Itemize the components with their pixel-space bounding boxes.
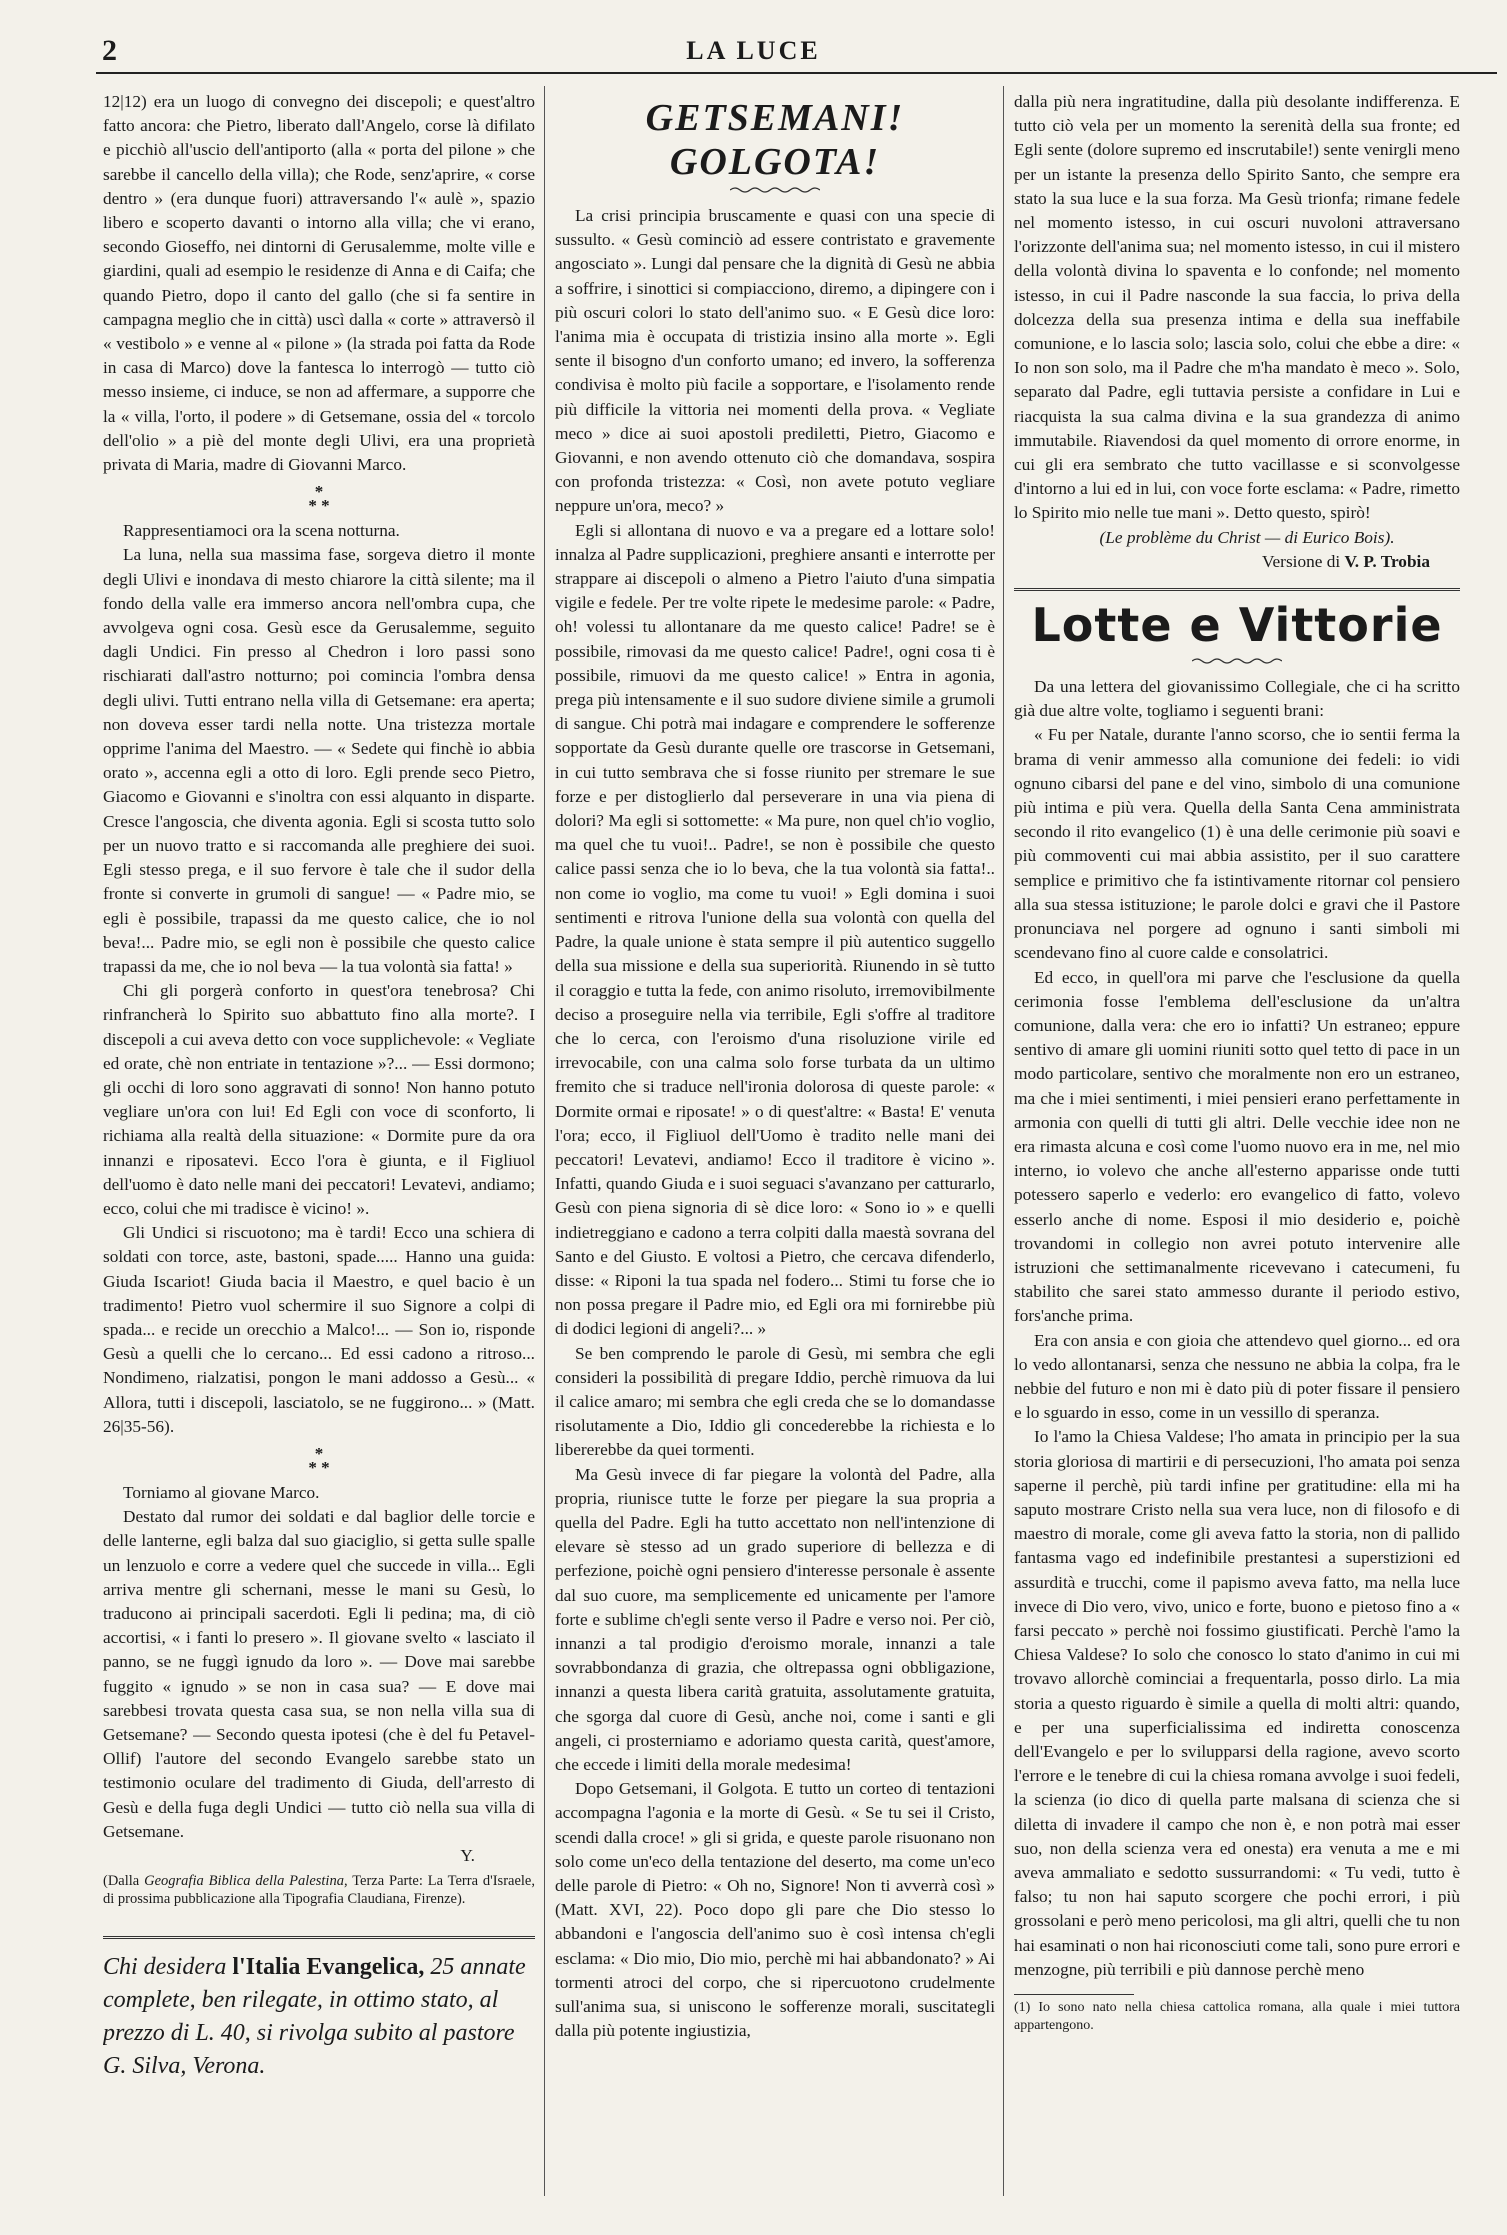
- article-paragraph: Ma Gesù invece di far piegare la volontà del Padre, alla propria, riunisce tutte le forze per piegare la sua propria a quella del Padre. Egli ha tutto accettato non nell'intenzione di elevare sè stesso ad un grado superiore di bellezza e di perfezione, poichè ogni pensiero d'interesse personale è assente dal suo cuore, ma semplicemente ed unicamente per l'amore forte e sublime ch'egli sente verso il Padre e verso noi. Per ciò, innanzi a tal prodigio d'eroismo morale, innanzi a tale sovrabbondanza di grazia, che oltrepassa ogni obbligazione, innanzi a questa libera carità gratuita, assolutamente gratuita, che sgorga dal cuore di Gesù, anche noi, come i santi e gli angeli, ci prosterniamo e adoriamo questa carità, quest'amore, che eccede i limiti della morale medesima!: [555, 1464, 995, 1774]
- page-number: 2: [102, 34, 117, 67]
- section-asterism: * * *: [308, 1443, 330, 1477]
- credit-text: (Le problème du Christ — di Eurico Bois).: [1099, 527, 1395, 547]
- article-paragraph: Da una lettera del giovanissimo Collegiale, che ci ha scritto già due altre volte, togliamo i seguenti brani:: [1014, 677, 1460, 721]
- source-credit: [103, 1872, 535, 1908]
- article-paragraph: « Fu per Natale, durante l'anno scorso, che io sentii ferma la brama di venir ammesso alla comunione dei fedeli: io vidi ognuno cibarsi del pane e del vino, simbolo di una comunione più intima e più vera. Quella della Santa Cena amministrata secondo il rito evangelico (1) è una delle cerimonie più soavi e più commoventi cui mai abbia assistito, per il suo carattere semplice e primitivo che fa istintivamente ritornar col pensiero alla sua stessa istituzione; le parole dolci e gravi che il Pastore pronunciava nel porgere ad ognuno i santi simboli mi scendevano fino al cuore calde e consolatrici.: [1014, 725, 1460, 963]
- credit-text: (Dalla: [103, 1873, 145, 1890]
- article-paragraph: Gli Undici si riscuotono; ma è tardi! Ecco una schiera di soldati con torce, aste, bastoni, spade..... Hanno una guida: Giuda Iscariot! Giuda bacia il Maestro, e quel bacio è un tradimento! Pietro vuol schermire il suo Signore a colpi di spada... e recide un orecchio a Malco!... — Son io, risponde Gesù a quelli che lo cercano... Ed essi cadono a ritroso... Nondimeno, rialzatisi, pongon le mani addosso a Gesù... « Allora, tutti i discepoli, lasciatolo, se ne fuggirono... » (Matt. 26|35-56).: [103, 1223, 535, 1436]
- credit-text: Versione di: [1261, 551, 1345, 571]
- article-paragraph: Torniamo al giovane Marco.: [123, 1482, 320, 1502]
- article-paragraph: Io l'amo la Chiesa Valdese; l'ho amata in principio per la sua storia gloriosa di martirii e di persecuzioni, l'ho amata poi senza saperne il perchè, più tardi infine per gratitudine: ella mi ha saputo mostrare Cristo nella sua vera luce, non di filosofo e di maestro di morale, come gli aveva fatto la storia, non di pallido fantasma vago ed indefinibile prestantesi a superstizioni ed assurdità e trucchi, come il papismo aveva fatto, ma nella luce invece di Dio vero, vivo, unico e forte, buono e pietoso fino a « farsi peccato » perchè noi fossimo giustificati. Perchè l'amo la Chiesa Valdese? Io solo che conosco lo stato d'animo in cui mi trovavo allorchè cominciai a frequentarla, posso dirlo. La mia storia a questo riguardo è simile a quella di molti altri: quando, e per una superficialissima ed indiretta conoscenza dell'Evangelo e per lo svilupparsi della ragione, avevo scorto l'errore e le tenebre di cui la chiesa romana avvolge i suoi fedeli, la scienza (io dico di quella parte malsana di scienza che si diletta di invadere il campo che non è, e non potrà mai esser suo, non della scienza vera ed onesta) era venuta a me e mi aveva ammaliato e sedotto sussurrandomi: « Tu vedi, tutto è falso; tu non hai saputo scorgere che pochi errori, i più grossolani e però meno pericolosi, ma gli altri, quelli che tu non hai esaminati o non hai riconosciuti come tali, sono pure errori e menzogne, più terribili e più dannose perchè meno: [1014, 1427, 1460, 1979]
- author-signature: Y.: [460, 1846, 475, 1866]
- section-asterism: * * *: [308, 482, 330, 516]
- ad-text: Chi desidera: [103, 1954, 233, 1981]
- column-rule: [544, 86, 545, 2196]
- article-paragraph: 12|12) era un luogo di convegno dei discepoli; e quest'altro fatto ancora: che Pietro, liberato dall'Angelo, corse là difilato e picchiò all'uscio dell'antiporto (alla « porta del pilone » che sarebbe il cancello della villa); che Rode, senz'aprire, « corse dentro » (era dunque fuori) attraversando l'« aulè », spazio libero e scoperto davanti o intorno alla villa; che vi erano, secondo Gioseffo, nei dintorni di Gerusalemme, molte ville e giardini, quali ad esempio le residenze di Anna e di Caifa; che quando Pietro, dopo il canto del gallo (che si fa sentire in campagna meglio che in città) uscì dalla « corte » attraversò il « vestibolo » e venne al « pilone » (la strada poi fatta da Rode in casa di Marco) dove la fantesca lo interrogò — tutto ciò messo insieme, ci induce, se non ad affermare, a supporre che la « villa, l'orto, il podere » di Getsemane, ossia del « torcolo dell'olio » a piè del monte degli Ulivi, era una proprietà privata di Maria, madre di Giovanni Marco.: [103, 92, 535, 475]
- ad-title: l'Italia Evangelica,: [232, 1954, 425, 1981]
- translator-name: V. P. Trobia: [1344, 551, 1430, 571]
- newspaper-title: LA LUCE: [686, 36, 821, 65]
- article-paragraph: Destato dal rumor dei soldati e dal baglior delle torcie e delle lanterne, egli balza dal suo giaciglio, si getta sulle spalle un lenzuolo e corre a vedere quel che succede in villa... Egli arriva mentre gli schernani, messe le mani su Gesù, lo traducono ai principali sacerdoti. Egli li pedina; ma, di ciò accortisi, « i fanti lo presero ». Il giovane svelto « lasciato il panno, se ne fuggì ignudo da loro ». — Dove mai sarebbe fuggito « ignudo » se non in casa sua? — E dove mai sarebbesi trovata questa casa sua, se non nella villa sua di Getsemane? — Secondo questa ipotesi (che è del fu Petavel-Ollif) l'autore del secondo Evangelo sarebbe stato un testimonio oculare del tradimento di Giuda, dell'arresto di Gesù e della fuga degli Undici — tutto ciò nella sua villa di Getsemane.: [103, 1507, 535, 1841]
- column-2: [555, 90, 995, 2195]
- article-paragraph: dalla più nera ingratitudine, dalla più desolante indifferenza. E tutto ciò vela per un momento la serenità della sua fronte; ed Egli sente (dolore supremo ed inscrutabile!) sente venirgli meno per un istante la presenza dello Spirito Santo, che sempre era stato la sua luce e la sua forza. Ma Gesù trionfa; rimane fedele nel momento istesso, in cui oscuri nuvoloni attraversano l'orizzonte dell'anima sua; nel momento istesso, in cui il mistero della volontà divina lo spaventa e lo confonde; nel momento istesso, in cui il Padre nasconde la sua faccia, lo priva della dolcezza della sua presenza intima e della sua ineffabile comunione, e lo lascia solo; lascia solo, colui che ebbe a dire: « Io non son solo, ma il Padre che m'ha mandato è meco ». Solo, separato dal Padre, egli tuttavia persiste a confidare in Lui e riacquista la sua calma divina e la sua grandezza di animo immutabile. Riavendosi da quel momento di orrore enorme, in cui gli era sembrato che tutto vacillasse e si sconvolgesse d'intorno a lui ed in lui, con voce forte esclama: « Padre, rimetto lo Spirito mio nelle tue mani ». Detto questo, spirò!: [1014, 92, 1460, 523]
- article-heading: GETSEMANI! GOLGOTA!: [645, 97, 905, 183]
- article-paragraph: Chi gli porgerà conforto in quest'ora tenebrosa? Chi rinfrancherà lo Spirito suo abbattuto fino alla morte?. I discepoli a cui aveva detto con voce supplichevole: « Vegliate ed orate, chè non entriate in tentazione »?... — Essi dormono; gli occhi di loro sono aggravati di sonno! Non hanno potuto vegliare un'ora con lui! Ed Egli con voce di sconforto, li richiama alla realtà della situazione: « Dormite pure da ora innanzi e riposatevi. Ecco l'ora è giunta, e il Figliuol dell'uomo è dato nelle mani dei peccatori! Levatevi, andiamo; ecco, colui che mi tradisce è vicino! ».: [103, 981, 535, 1218]
- column-rule: [1003, 86, 1004, 2196]
- book-title: Geografia Biblica della Palestina: [144, 1873, 344, 1890]
- ornament-squiggle: [1192, 657, 1282, 665]
- advertisement: [103, 1936, 535, 2083]
- article-heading: Lotte e Vittorie: [1031, 598, 1443, 653]
- column-3: [1014, 90, 1460, 2215]
- article-paragraph: Rappresentiamoci ora la scena notturna.: [123, 521, 400, 541]
- article-paragraph: Egli si allontana di nuovo e va a pregare ed a lottare solo! innalza al Padre supplicazioni, preghiere ansanti e interrotte per strappare ai discepoli o almeno a Pietro l'aiuto d'una simpatia vigile e fedele. Per tre volte ripete le medesime parole: « Padre, oh! volessi tu allontanare da me questo calice! Padre! se è possibile, rimovasi da me questo calice! Padre!, ogni cosa ti è possibile, rimuovi da me questo calice! » Entra in agonia, prega più intensamente e il suo sudore diviene simile a grumoli di sangue. Chi potrà mai indagare e comprendere le sofferenze sopportate da Gesù durante quelle ore trascorse in Getsemani, in cui tutto sembrava che si fosse riunito per stremare le sue forze e per distoglierlo dal perseverare in una via piena di dolori? Ma egli si sottomette: « Ma pure, non quel ch'io voglio, ma quel che tu vuoi!.. Padre!, se non è possibile che questo calice passi senza che io lo beva, che la tua volontà sia fatta!.. non come io voglio, ma come tu vuoi! » Egli domina i suoi sentimenti e ritrova l'unione della sua volontà con quella del Padre, la quale unione è stata sempre il più autentico suggello della sua missione e della sua superiorità. Riunendo in sè tutto il coraggio e tutta la fede, con animo risoluto, irremovibilmente deciso a proseguire nella via terribile, Egli s'offre al traditore che lo cerca, con l'eroismo d'una risoluzione virile ed irrevocabile, con una calma solo forse turbata da un ultimo fremito che si traduce nell'ironia dolorosa di queste parole: « Dormite ormai e riposate! » o di quest'altre: « Basta! E' venuta l'ora; ecco, il Figliuol dell'Uomo è tradito nelle mani dei peccatori! Levatevi, andiamo! Ecco il traditore è vicino ». Infatti, quando Giuda e i suoi seguaci s'avanzano per catturarlo, Gesù con piena signoria di sè dice loro: « Sono io » e quelli indietreggiano e cadono a terra colpiti dalla maestà sovrana del Santo e del Giusto. E voltosi a Pietro, che cercava difenderlo, disse: « Riponi la tua spada nel fodero... Stimi tu forse che io non possa pregare il Padre mio, ed Egli ora mi fornirebbe più di dodici legioni di angeli?... »: [555, 520, 995, 1339]
- article-paragraph: La crisi principia bruscamente e quasi con una specie di sussulto. « Gesù cominciò ad essere contristato e gravemente angosciato ». Lungi dal pensare che la dignità di Gesù ne abbia a soffrire, i sinottici si compiacciono, diremo, a dipingere con i più oscuri colori lo stato dell'animo suo. « E Gesù dice loro: l'anima mia è occupata di tristizia insino alla morte ». Egli sente il bisogno d'un conforto umano; ed invero, la sofferenza condivisa è molto più facile a sopportare, e l'isolamento rende più difficile la vittoria nei momenti della prova. « Vegliate meco » dice ai suoi apostoli prediletti, Pietro, Giacomo e Giovanni, e non avendo ottenuto ciò che domandava, sospira con profonda tristezza: « Così, non avete potuto vegliare neppure un'ora, meco? »: [555, 206, 995, 516]
- credit-text: , Terza Parte: La Terra d'Israele, di prossima pubblicazione alla Tipografia Claudiana, Firenze).: [103, 1873, 535, 1908]
- article-paragraph: La luna, nella sua massima fase, sorgeva dietro il monte degli Ulivi e inondava di mesto chiarore la città silente; ma il fondo della valle era immerso ancora nell'ombra cupa, che avvolgeva ogni cosa. Gesù esce da Gerusalemme, seguito dagli Undici. Fin presso al Chedron i loro passi sono rischiarati dall'astro notturno; poi comincia l'ombra densa degli ulivi. Tutti entrano nella villa di Getsemane: era aperta; non doveva esser tardi nella notte. Una tristezza mortale opprime l'anima del Maestro. — « Sedete qui finchè io abbia orato », accenna egli a otto di loro. Egli prende seco Pietro, Giacomo e Giovanni e s'inoltra con essi alquanto in disparte. Cresce l'angoscia, che diventa agonia. Egli si scosta tutto solo per un nuovo tratto e si raccomanda alle preghiere dei suoi. Egli stesso prega, e il suo fervore è tale che il sudor della fronte si converte in grumoli di sangue! — « Padre mio, se egli è possibile, trapassi da me questo calice, che io nol beva!... Padre mio, se egli non è possibile che questo calice trapassi da me, che io nol beva — la tua volontà sia fatta! »: [103, 545, 535, 976]
- masthead-rule: [96, 72, 1497, 74]
- translator-credit: [1014, 550, 1460, 574]
- article-paragraph: Se ben comprendo le parole di Gesù, mi sembra che egli consideri la possibilità di pregare Iddio, perchè rimuova da lui il calice amaro; mi sembra che egli creda che se lo domandasse risolutamente a Dio, Iddio gli concederebbe la richiesta e lo libererebbe da quei tormenti.: [555, 1343, 995, 1460]
- masthead: [0, 0, 1507, 96]
- article-paragraph: Era con ansia e con gioia che attendevo quel giorno... ed ora lo vedo allontanarsi, senza che nessuno ne abbia la colpa, fra le nebbie del futuro e non mi è dato più di poter fissare il pensiero e lo sguardo in esso, come in un vessillo di speranza.: [1014, 1330, 1460, 1423]
- ad-text: 25 annate complete, ben rilegate, in ottimo stato, al prezzo di L. 40, si rivolga subito al pastore G. Silva, Verona.: [103, 1954, 526, 2080]
- footnote: (1) Io sono nato nella chiesa cattolica romana, alla quale i miei tuttora appartengono.: [1014, 2000, 1460, 2034]
- column-1: [103, 90, 535, 2180]
- article-paragraph: Dopo Getsemani, il Golgota. E tutto un corteo di tentazioni accompagna l'agonia e la morte di Gesù. « Se tu sei il Cristo, scendi dalla croce! » gli si grida, e queste parole risuonano non solo come un'eco della tentazione del deserto, ma come un'eco delle parole di Pietro: « Oh no, Signore! Non ti avverrà così » (Matt. XVI, 22). Poco dopo gli pare che Dio stesso lo abbandoni e l'angoscia dell'animo suo è così intensa ch'egli esclama: « Dio mio, Dio mio, perchè mi hai abbandonato? » Ai tormenti atroci del corpo, che si ripercuotono crudelmente sull'anima sua, si uniscono le sofferenze morali, suscitategli dalla più potente ingiustizia,: [555, 1779, 995, 2041]
- ornament-squiggle: [730, 186, 820, 194]
- section-rule: [1014, 588, 1460, 591]
- article-paragraph: Ed ecco, in quell'ora mi parve che l'esclusione da quella cerimonia fosse l'emblema dell'esclusione da un'altra comunione, dalla vera: che ero io infatti? Un estraneo; eppure sentivo di amare gli uomini riuniti sotto quel tetto di pace in un modo particolare, sentivo che moralmente non ero un estraneo, ma che i miei sentimenti, i miei pensieri erano perfettamente in armonia con quelli di tutti gli altri. Delle vecchie idee non ne era rimasta alcuna e così come l'uomo nuovo era in me, nel mio interno, io volevo che anche all'esterno apparisse onde tutti potessero saperlo e vederlo: ero evangelico di fatto, volevo esserlo anche di nome. Esposi il mio desiderio e, poichè trovandomi in collegio non avrei potuto intervenire alle istruzioni che settimanalmente ricevevano i catecumeni, fu stabilito che sarei stato ammesso durante il periodo estivo, fors'anche prima.: [1014, 967, 1460, 1326]
- source-credit: [1014, 526, 1460, 550]
- footnote-rule: [1014, 1994, 1134, 1995]
